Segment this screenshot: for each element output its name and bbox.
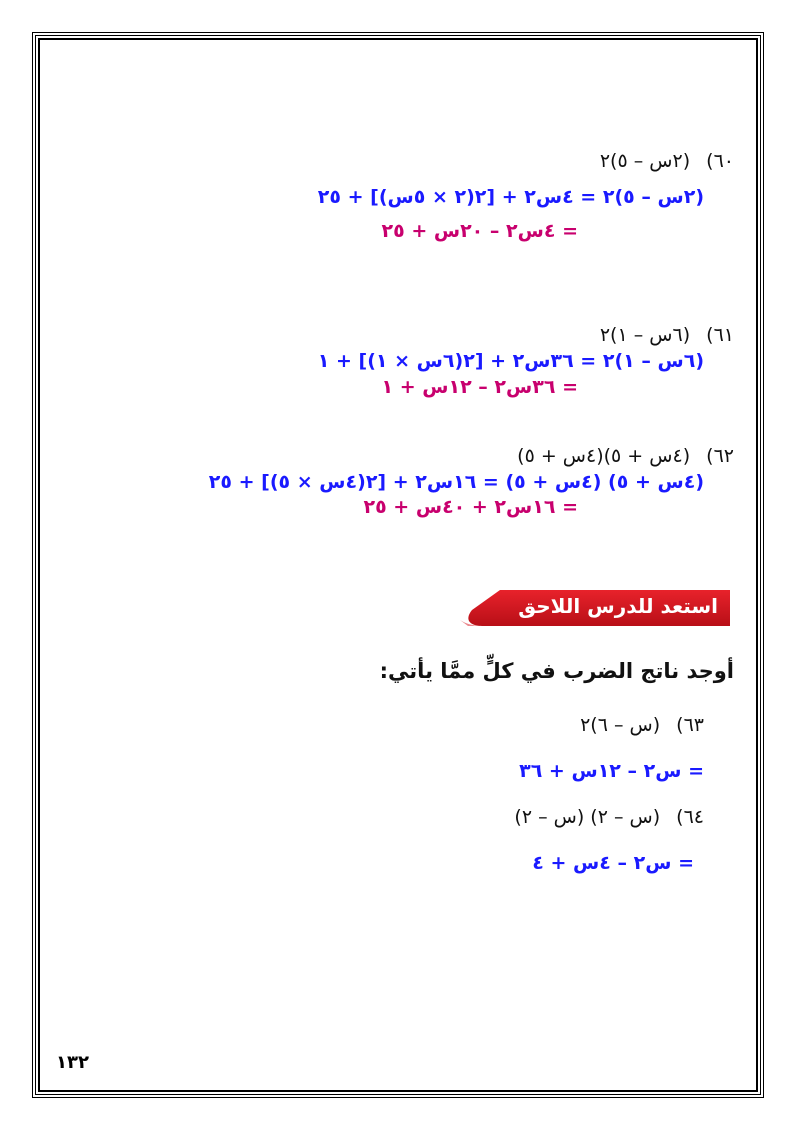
problem-61-number: ٦١) [706, 324, 734, 346]
problem-60-step2: = ٤س٢ – ٢٠س + ٢٥ [381, 220, 578, 242]
problem-62-expression: (٤س + ٥)(٤س + ٥) [517, 445, 691, 467]
problem-62-header [517, 443, 734, 469]
problem-61-header [600, 322, 734, 348]
banner-title: استعد للدرس اللاحق [518, 594, 718, 618]
exercise-64-expression: (س – ٢) (س – ٢) [514, 806, 661, 828]
exercise-64-answer: = س٢ – ٤س + ٤ [532, 852, 694, 874]
problem-61-step1: (٦س – ١)٢ = ٣٦س٢ + [٢(٦س × ١)] + ١ [317, 350, 704, 372]
problem-62-step2: = ١٦س٢ + ٤٠س + ٢٥ [363, 496, 578, 518]
problem-62-step1: (٤س + ٥) (٤س + ٥) = ١٦س٢ + [٢(٤س × ٥)] + ٢٥ [208, 471, 704, 493]
page-number: ١٣٢ [56, 1052, 89, 1073]
exercise-63-answer: = س٢ – ١٢س + ٣٦ [519, 760, 704, 782]
instruction-text: أوجد ناتج الضرب في كلٍّ ممَّا يأتي: [379, 659, 734, 683]
exercise-64-number: ٦٤) [676, 806, 704, 828]
problem-61-step2: = ٣٦س٢ – ١٢س + ١ [381, 376, 578, 398]
exercise-63-header [580, 712, 704, 738]
exercise-64-header [514, 804, 704, 830]
exercise-63-expression: (س – ٦)٢ [580, 714, 661, 736]
problem-62-number: ٦٢) [706, 445, 734, 467]
next-lesson-banner [460, 590, 730, 626]
exercise-63-number: ٦٣) [676, 714, 704, 736]
problem-60-number: ٦٠) [706, 150, 734, 172]
problem-60-header [600, 148, 734, 174]
problem-60-step1: (٢س – ٥)٢ = ٤س٢ + [٢(٢ × ٥س)] + ٢٥ [317, 186, 704, 208]
problem-60-expression: (٢س – ٥)٢ [599, 150, 691, 172]
problem-61-expression: (٦س – ١)٢ [599, 324, 691, 346]
